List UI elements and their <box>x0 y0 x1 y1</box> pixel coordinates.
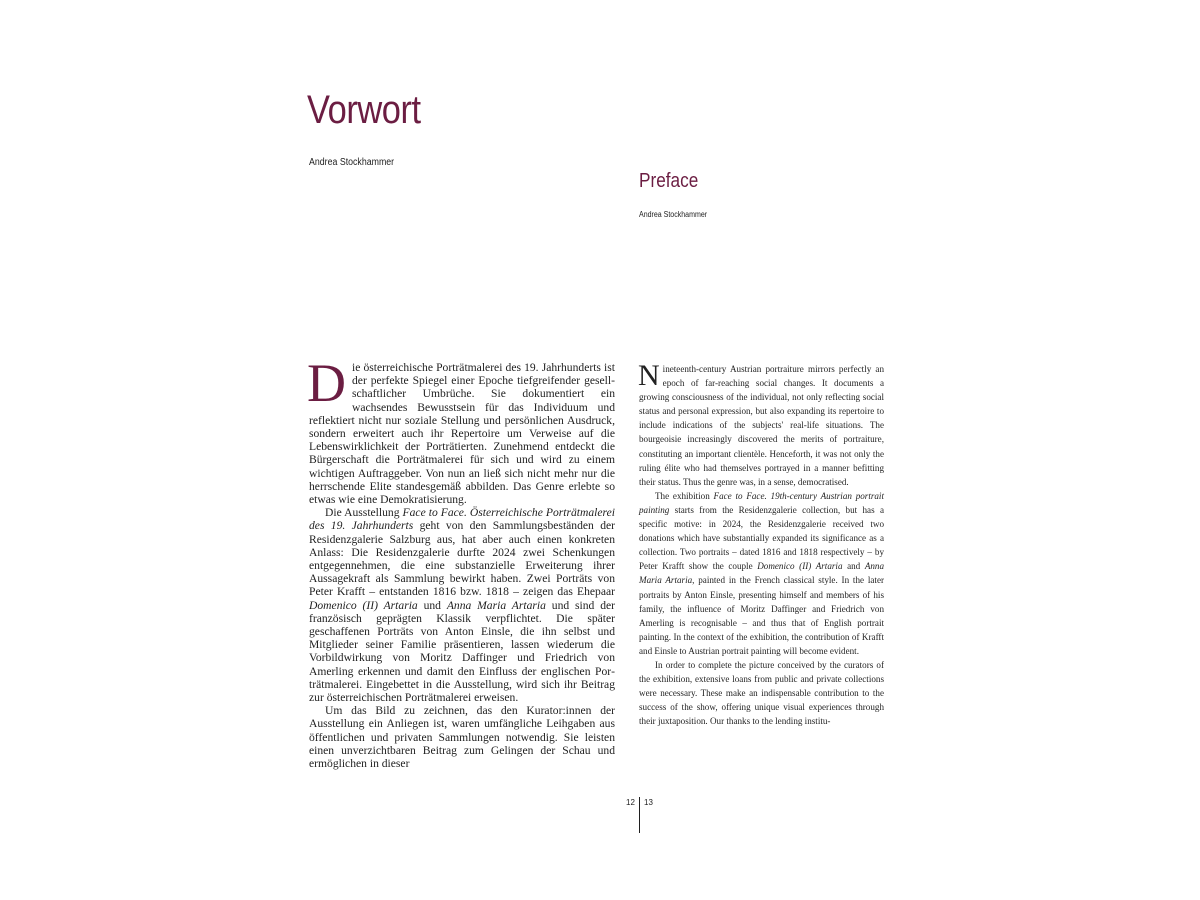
paragraph-3-german: Um das Bild zu zeichnen, das den Kurator:innen der Ausstellung ein Anliegen ist, waren umfängliche Leihgaben aus öffentlichen und privaten Sammlungen notwendig. Sie leisten einen unverzichtbaren Beitrag zum Gelingen der Schau und ermöglichen in dieser <box>309 704 615 771</box>
paragraph-2-text-b: starts from the Residenzgalerie collection, but has a specific motive: in 2024, the Residenzgalerie received two donations which have substantially expanded its significance as a collection. Two portraits – dated 1816 and 1818 respectively – by Peter Krafft show the couple <box>639 504 884 572</box>
page-number-right: 13 <box>644 798 653 807</box>
paragraph-2-german <box>309 506 615 704</box>
exhibition-title-english: Face to Face. 19th-century Austrian portrait painting <box>639 490 884 515</box>
paragraph-2-english <box>639 489 884 658</box>
paragraph-1-text: ineteenth-century Austrian portraiture mirrors perfectly an epoch of far-reaching social changes. It documents a growing consciousness of the individual, not only reflecting social status and personal expression, but also expanding its repertoire to include indications of the subjects' real-life situations. The bourgeoisie increasingly discovered the merits of portraiture, constituting an important clientèle. Henceforth, it was not only the ruling élite who had themselves portrayed in a manner befitting their status. Thus the genre was, in a sense, democratised. <box>639 364 884 487</box>
body-text-german <box>307 353 615 771</box>
paragraph-3-english: In order to complete the picture conceived by the curators of the exhibition, extensive loans from public and private collections were necessary. These make an indispensable contribution to the success of the show, offering unique visual experiences through their juxtaposition. Our thanks to the lending institu- <box>639 659 884 727</box>
drop-cap-english: N <box>638 359 660 392</box>
paragraph-2-text-c: und sind der französisch geprägten Klassik verpflichtet. Die später geschaffenen Porträts von Anton Einsle, die ihn selbst und Mitglieder seiner Familie präsentieren, lassen wiederum die Vorbildwirkung von Moritz Daffinger und Friedrich von Amerling erkennen und damit den Einfluss der englischen Porträtmalerei. Eingebettet in die Ausstellung, wird sich ihr Beitrag zur österreichischen Porträtmalerei erweisen. <box>309 598 615 705</box>
portrait-name-domenico: Domenico (II) Artaria <box>757 561 843 572</box>
portrait-name-anna-maria: Anna Maria Artaria <box>639 561 885 586</box>
exhibition-title-german: Face to Face. Österreichische Porträtmalerei des 19. Jahrhunderts <box>309 506 615 533</box>
portrait-name-anna-maria: Anna Maria Artaria <box>446 598 546 612</box>
page-title-english: Preface <box>639 170 699 192</box>
author-byline-english: Andrea Stockhammer <box>639 210 708 219</box>
paragraph-2-conjunction: and <box>842 561 865 572</box>
page-number-left: 12 <box>626 798 635 807</box>
page-title-german: Vorwort <box>307 88 421 132</box>
body-text-english <box>638 359 885 758</box>
paragraph-2-text-a: The exhibition <box>655 490 714 501</box>
paragraph-2-text-c: , painted in the French classical style. In the later portraits by Anton Einsle, presenting himself and members of his family, the influence of Moritz Daffinger and Friedrich von Amerling is recognisable – and thus that of English portrait painting. In the context of the exhibition, the contribution of Krafft and Einsle to Austrian portrait painting will become evident. <box>639 575 885 656</box>
drop-cap-german: D <box>307 353 346 413</box>
paragraph-1-text: ie österreichische Porträtmalerei des 19. Jahrhunderts ist der perfekte Spiegel einer Epoche tiefgreifender gesellschaftlicher Umbrüche. Sie dokumentiert ein wachsendes Bewusstsein für das Individuum und reflektiert nicht nur soziale Stellung und persönlichen Ausdruck, sondern erweitert auch ihr Repertoire um Verweise auf die Lebenswirklichkeit der Porträtierten. Zunehmend entdeckt die Bürgerschaft die Porträtmalerei für sich und wird zu einem wichtigen Auftraggeber. Von nun an ließ sich nicht mehr nur die herrschende Elite standesgemäß abbilden. Das Genre erlebte so etwas wie eine Demokratisierung. <box>309 361 615 507</box>
paragraph-2-text-b: geht von den Sammlungsbeständen der Residenzgalerie Salzburg aus, hat aber auch einen konkreten Anlass: Die Residenzgalerie durfte 2024 zwei Schenkungen entgegennehmen, die eine substanzielle Erweiterung ihrer Aussagekraft als Sammlung bewirkt haben. Zwei Porträts von Peter Krafft – entstanden 1816 bzw. 1818 – zeigen das Ehepaar <box>309 519 615 599</box>
author-byline-german: Andrea Stockhammer <box>309 157 395 168</box>
paragraph-2-text-a: Die Ausstellung <box>325 506 403 520</box>
paragraph-2-conjunction: und <box>417 598 447 612</box>
gutter-divider <box>639 797 640 833</box>
paragraph-1-english <box>638 359 884 489</box>
paragraph-1-german <box>307 353 615 507</box>
portrait-name-domenico: Domenico (II) Artaria <box>309 598 418 612</box>
